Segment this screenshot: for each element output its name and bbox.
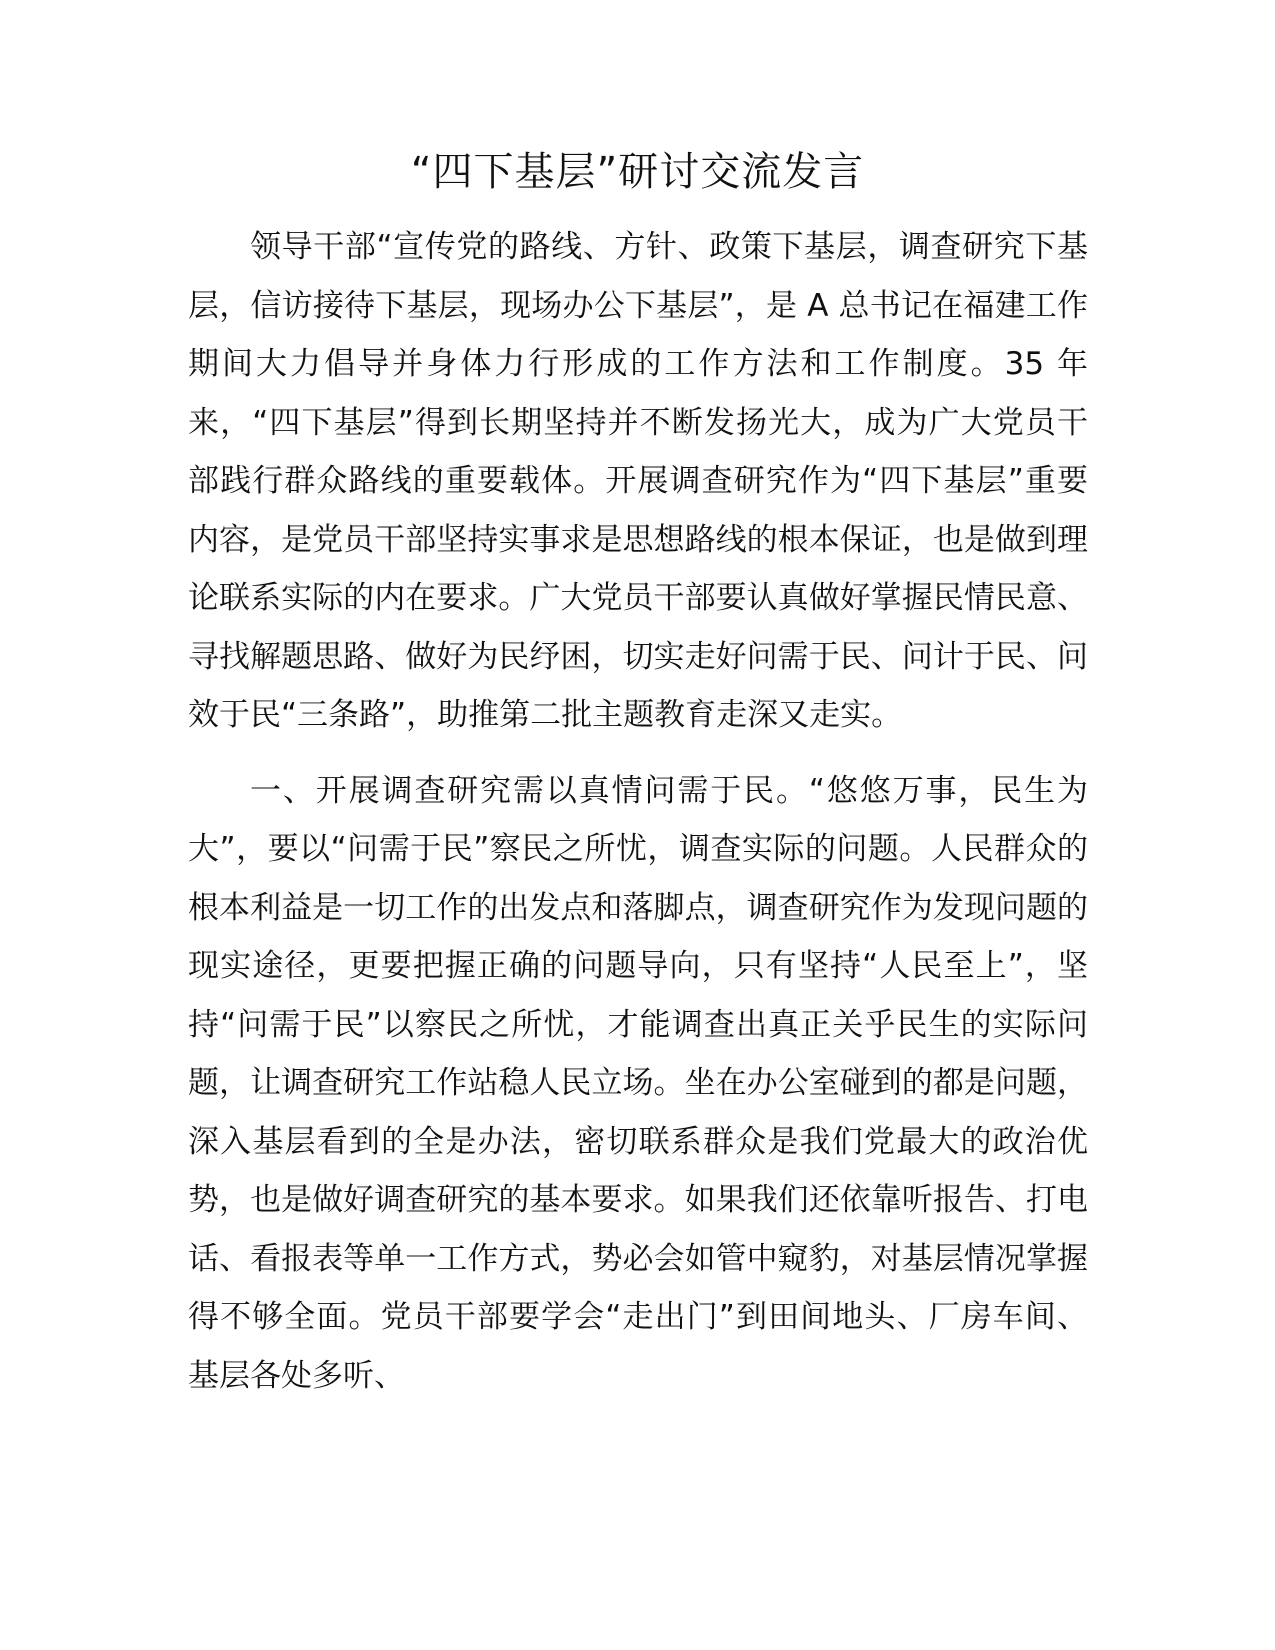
document-body <box>188 218 1088 1405</box>
document-title: “四下基层”研讨交流发言 <box>410 149 865 195</box>
paragraph-section-one: 一、开展调查研究需以真情问需于民。“悠悠万事，民生为大”，要以“问需于民”察民之所忧，调查实际的问题。人民群众的根本利益是一切工作的出发点和落脚点，调查研究作为发现问题的现实途径，更要把握正确的问题导向，只有坚持“人民至上”，坚持“问需于民”以察民之所忧，才能调查出真正关乎民生的实际问题，让调查研究工作站稳人民立场。坐在办公室碰到的都是问题，深入基层看到的全是办法，密切联系群众是我们党最大的政治优势，也是做好调查研究的基本要求。如果我们还依靠听报告、打电话、看报表等单一工作方式，势必会如管中窥豹，对基层情况掌握得不够全面。党员干部要学会“走出门”到田间地头、厂房车间、基层各处多听、 <box>188 772 1088 1394</box>
paragraph-intro: 领导干部“宣传党的路线、方针、政策下基层，调查研究下基层，信访接待下基层，现场办公下基层”，是 A 总书记在福建工作期间大力倡导并身体力行形成的工作方法和工作制度。35 年来，“四下基层”得到长期坚持并不断发扬光大，成为广大党员干部践行群众路线的重要载体。开展调查研究作为“四下基层”重要内容，是党员干部坚持实事求是思想路线的根本保证，也是做到理论联系实际的内在要求。广大党员干部要认真做好掌握民情民意、寻找解题思路、做好为民纾困，切实走好问需于民、问计于民、问效于民“三条路”，助推第二批主题教育走深又走实。 <box>188 229 1088 733</box>
